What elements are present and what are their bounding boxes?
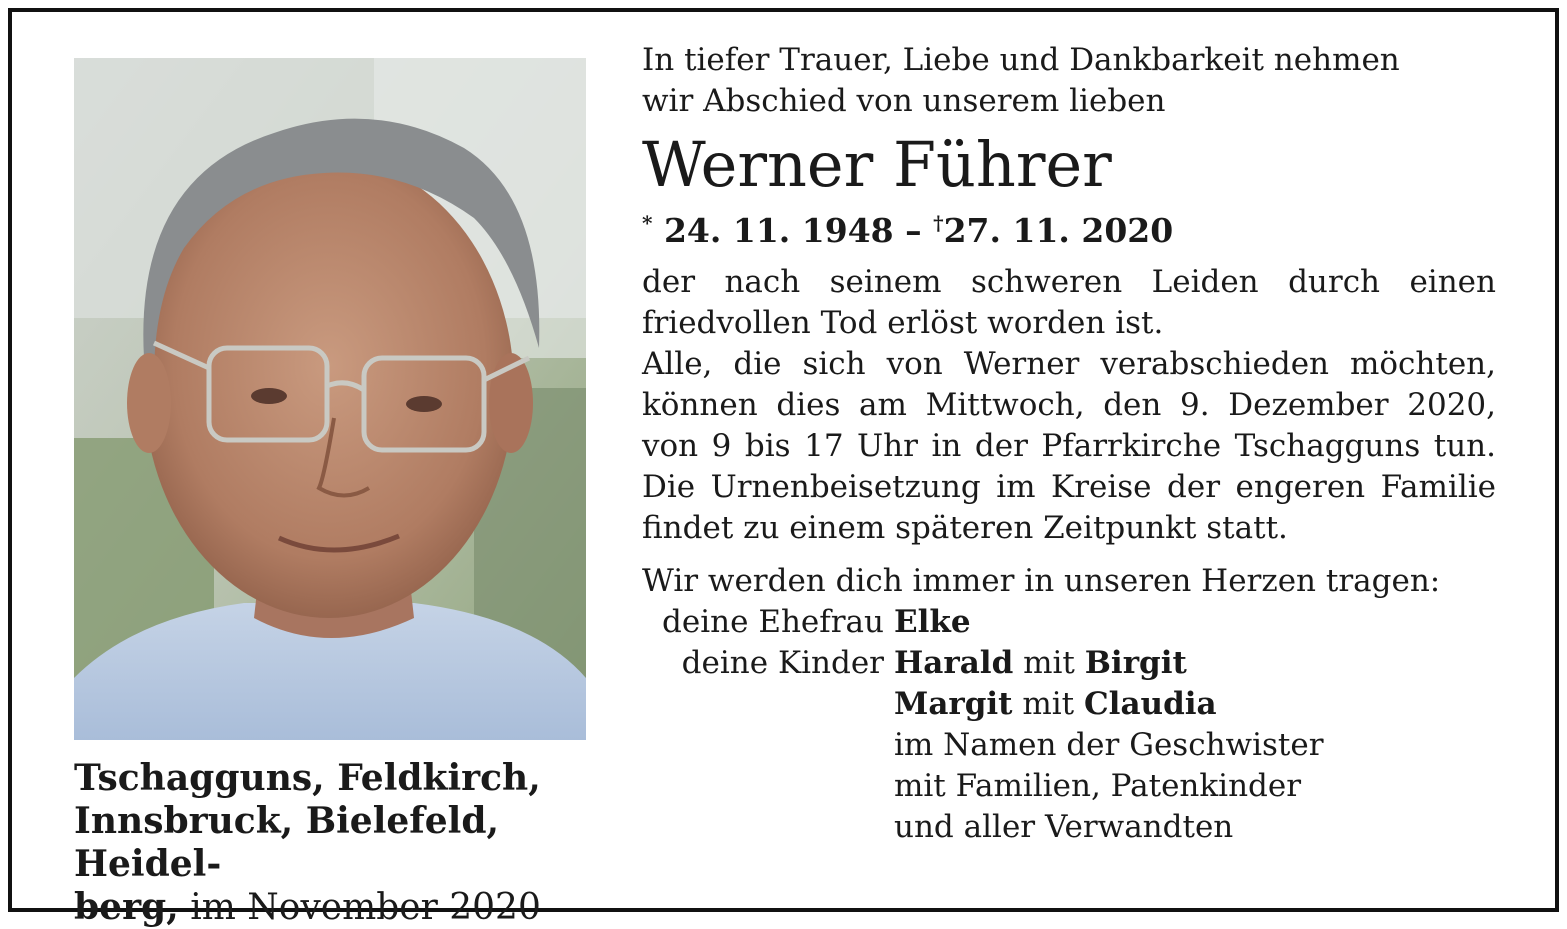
with-2: mit (1012, 686, 1084, 722)
body-paragraph-1: der nach seinem schweren Leiden durch einen friedvollen Tod erlöst worden ist. (642, 264, 1496, 341)
portrait-image (74, 58, 586, 740)
family-line-2: mit Familien, Patenkinder (894, 768, 1302, 804)
body-paragraph-2: Alle, die sich von Werner verabschieden möchten, können dies am Mittwoch, den 9. Dezember 2020, von 9 bis 17 Uhr in der Pfarrkirche Tschagguns tun. Die Urnenbeisetzung im Kreise der engeren Familie findet zu einem späteren Zeitpunkt statt. (642, 346, 1496, 546)
children-label: deine Kinder (681, 645, 884, 681)
intro-line-2: wir Abschied von unserem lieben (642, 83, 1166, 119)
wife-label: deine Ehefrau (662, 604, 884, 640)
partner-name-1: Birgit (1084, 645, 1187, 681)
intro-text (642, 40, 1496, 122)
obituary-frame (8, 8, 1559, 928)
family-line-3: und aller Verwandten (894, 809, 1234, 845)
place-line-3-bold: berg, (74, 886, 179, 928)
place-line-3-rest: im November 2020 (178, 887, 541, 928)
portrait-photo (74, 58, 586, 740)
child-name-1: Harald (894, 645, 1014, 681)
place-line-1: Tschagguns, Feldkirch, (74, 757, 541, 799)
place-line-2: Innsbruck, Bielefeld, Heidel- (74, 800, 500, 885)
announcement-text (642, 40, 1496, 848)
birth-date: 24. 11. 1948 (663, 211, 894, 250)
intro-line-1: In tiefer Trauer, Liebe und Dankbarkeit nehmen (642, 42, 1400, 78)
with-1: mit (1013, 645, 1085, 681)
family-list (642, 602, 1496, 848)
birth-mark: * (642, 211, 653, 235)
death-date: 27. 11. 2020 (943, 211, 1174, 250)
tribute-line: Wir werden dich immer in unseren Herzen tragen: (642, 563, 1441, 599)
body-text (642, 262, 1496, 549)
date-separator: – (893, 211, 934, 250)
deceased-name: Werner Führer (642, 128, 1112, 201)
death-mark: † (933, 211, 944, 235)
life-dates (642, 204, 1496, 250)
place-and-date (74, 757, 634, 929)
partner-name-2: Claudia (1084, 686, 1217, 722)
family-line-1: im Namen der Geschwister (894, 727, 1324, 763)
wife-name: Elke (894, 604, 971, 640)
child-name-2: Margit (894, 686, 1013, 722)
